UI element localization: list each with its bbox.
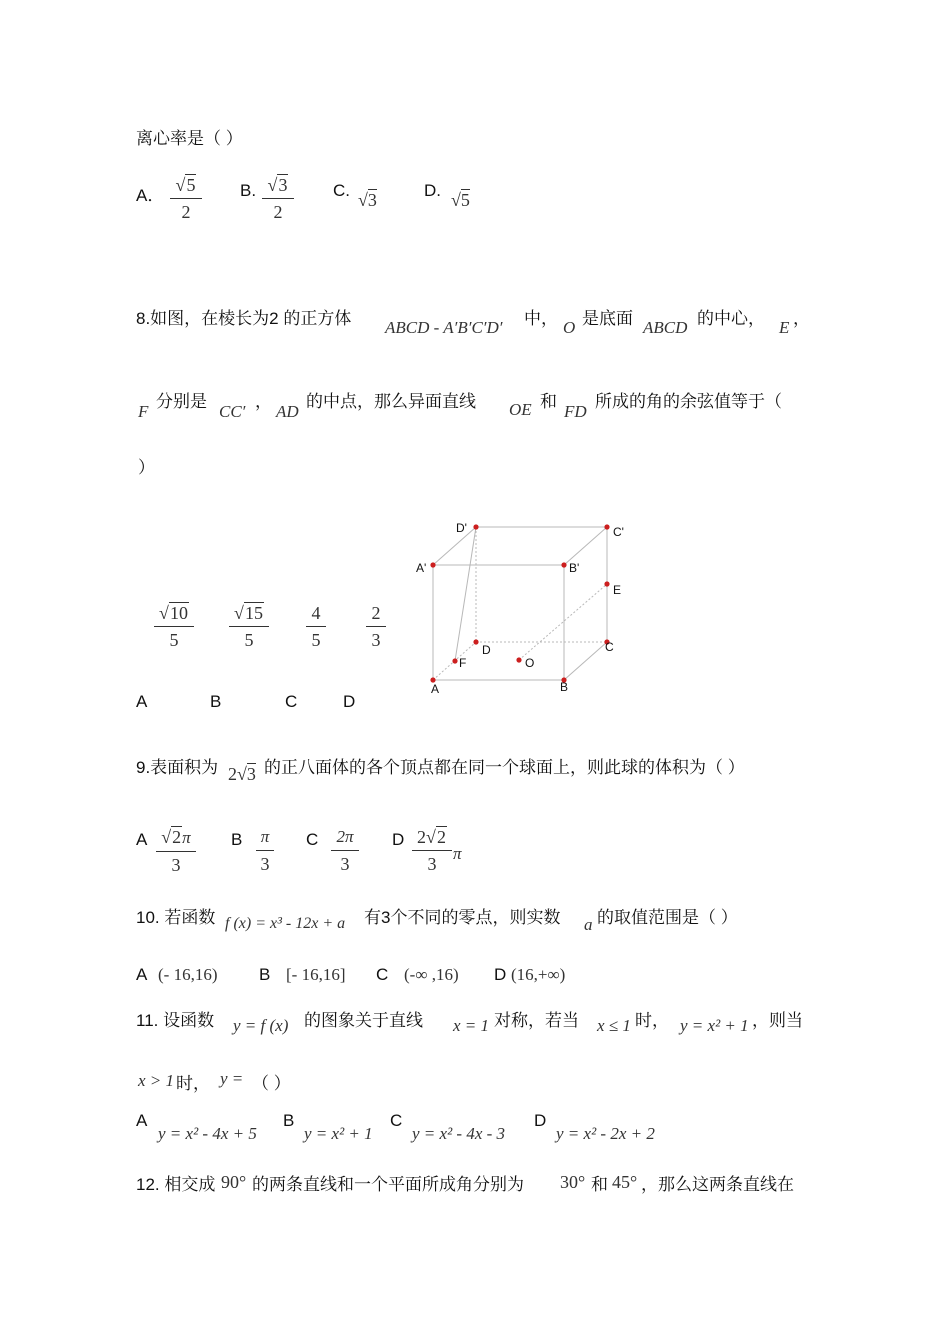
edge-a1d1 <box>433 527 476 565</box>
label-e: E <box>613 583 622 597</box>
q10-param-a: a <box>584 915 593 934</box>
q11-option-c-value: y = x² - 4x - 3 <box>412 1124 506 1143</box>
q11-option-c-label: C <box>390 1111 403 1130</box>
q10-option-c-value: (-∞ ,16) <box>404 965 459 984</box>
q8-line2-d: 和 <box>540 392 557 411</box>
q9-option-a-label: A <box>136 830 148 849</box>
q11-cond-xgt: x > 1 <box>138 1071 175 1090</box>
q7-option-c-value: √3 <box>358 190 377 210</box>
q8-line-oe: OE <box>509 400 532 419</box>
q7-option-a-fraction: √5 2 <box>170 174 202 223</box>
q9-option-d-fraction: 2√2 3 <box>412 826 452 875</box>
q8-line1-a: 8.如图，在棱长为2 的正方体 <box>136 309 352 328</box>
point-c1 <box>604 524 609 529</box>
label-f: F <box>459 656 467 670</box>
q12-line1-b: 的两条直线和一个平面所成角分别为 <box>252 1175 524 1194</box>
q10-option-a-value: (- 16,16) <box>158 965 218 984</box>
q8-line1-c: 是底面 <box>582 309 633 328</box>
q12-angle-45: 45° <box>612 1172 638 1192</box>
q11-option-a-value: y = x² - 4x + 5 <box>158 1124 257 1143</box>
q11-option-a-label: A <box>136 1111 148 1130</box>
q12-line1-d: ，那么这两条直线在 <box>641 1175 794 1194</box>
q8-option-b-fraction: √15 5 <box>229 602 269 651</box>
edge-c1b1 <box>564 527 607 565</box>
q8-point-f: F <box>138 402 149 421</box>
point-f <box>452 658 457 663</box>
q9-option-d-pi: π <box>453 844 462 863</box>
q11-func-yf: y = f (x) <box>233 1016 289 1035</box>
label-o: O <box>525 656 535 670</box>
q11-option-b-label: B <box>283 1111 295 1130</box>
q8-edge-cc: CC′ <box>219 402 246 421</box>
point-o <box>516 657 521 662</box>
q8-base-abcd: ABCD <box>643 318 688 337</box>
q8-line-fd: FD <box>564 402 587 421</box>
point-b1 <box>561 562 566 567</box>
q9-option-b-fraction: π 3 <box>256 826 274 875</box>
q11-option-b-value: y = x² + 1 <box>304 1124 373 1143</box>
q11-line-x1: x = 1 <box>453 1016 490 1035</box>
edge-cb <box>564 642 607 680</box>
q9-option-b-label: B <box>231 830 243 849</box>
q8-edge-ad: AD <box>276 402 299 421</box>
q7-text-tail: 离心率是（ ） <box>136 129 243 148</box>
q8-line3: ） <box>138 458 155 477</box>
q11-line1-a: 11. 设函数 <box>136 1011 215 1030</box>
q10-function: f (x) = x³ - 12x + a <box>225 915 346 932</box>
q7-option-c-label: C. <box>333 181 350 200</box>
q12-angle-30: 30° <box>560 1172 586 1192</box>
q8-option-a-fraction: √10 5 <box>154 602 194 651</box>
segment-d1f <box>455 527 476 661</box>
point-d1 <box>473 524 478 529</box>
q10-option-d-value: (16,+∞) <box>511 965 566 984</box>
q11-y: y = <box>220 1069 244 1088</box>
q7-option-b-fraction: √3 2 <box>262 174 294 223</box>
q10-option-b-label: B <box>259 965 271 984</box>
q11-cond-xle: x ≤ 1 <box>597 1016 631 1035</box>
q11-line1-d: 时， <box>635 1011 669 1030</box>
q8-line1-b: 中， <box>524 309 558 328</box>
q11-line1-e: ，则当 <box>752 1011 803 1030</box>
segment-oe <box>519 584 607 660</box>
q10-option-b-value: [- 16,16] <box>286 965 346 984</box>
label-c: C <box>605 640 614 654</box>
q9-line1-b: 的正八面体的各个顶点都在同一个球面上，则此球的体积为（ ） <box>264 758 745 777</box>
label-a: A <box>431 682 440 696</box>
q12-line1-a: 12. 相交成 <box>136 1175 216 1194</box>
point-a1 <box>430 562 435 567</box>
q11-line1-c: 对称，若当 <box>494 1011 579 1030</box>
q11-func-yx: y = x² + 1 <box>680 1016 749 1035</box>
label-b: B <box>560 680 569 694</box>
point-d <box>473 639 478 644</box>
q8-point-e: E <box>779 318 790 337</box>
q8-line1-e: ， <box>793 309 810 328</box>
q8-option-d-label: D <box>343 692 356 711</box>
q12-line1-c: 和 <box>591 1175 608 1194</box>
q11-line1-b: 的图象关于直线 <box>304 1011 423 1030</box>
label-c1: C' <box>613 525 624 539</box>
q9-area-value: 2√3 <box>228 764 256 784</box>
q8-option-b-label: B <box>210 692 222 711</box>
q9-option-a-fraction: √2π 3 <box>156 826 196 876</box>
q10-option-c-label: C <box>376 965 389 984</box>
q8-point-o: O <box>563 318 576 337</box>
q8-option-c-label: C <box>285 692 298 711</box>
q8-option-a-label: A <box>136 692 148 711</box>
q10-line1-c: 的取值范围是（ ） <box>597 908 738 927</box>
label-d1: D' <box>456 521 467 535</box>
q10-line1-b: 有3个不同的零点，则实数 <box>364 908 561 927</box>
q11-option-d-value: y = x² - 2x + 2 <box>556 1124 655 1143</box>
q11-line2-a: 时， <box>176 1074 210 1093</box>
q9-option-c-fraction: 2π 3 <box>331 826 359 875</box>
point-e <box>604 581 609 586</box>
q7-option-b-label: B. <box>240 181 257 200</box>
q8-line1-d: 的中心， <box>697 309 765 328</box>
q11-line2-b: （ ） <box>252 1074 291 1093</box>
q8-line2-e: 所成的角的余弦值等于（ <box>595 392 782 411</box>
q9-option-d-label: D <box>392 830 405 849</box>
q8-line2-c: 的中点，那么异面直线 <box>306 392 476 411</box>
q9-line1-a: 9.表面积为 <box>136 758 219 777</box>
q7-option-d-label: D. <box>424 181 441 200</box>
q7-option-a-label: A． <box>136 186 165 205</box>
q7-option-d-value: √5 <box>451 190 470 210</box>
q8-line2-b: ， <box>255 392 272 411</box>
label-a1: A' <box>416 561 427 575</box>
q8-option-d-fraction: 2 3 <box>366 602 386 651</box>
q11-option-d-label: D <box>534 1111 547 1130</box>
q9-option-c-label: C <box>306 830 319 849</box>
label-b1: B' <box>569 561 580 575</box>
q10-option-d-label: D <box>494 965 507 984</box>
q8-cube-name: ABCD - A′B′C′D′ <box>385 318 503 337</box>
q8-option-c-fraction: 4 5 <box>306 602 326 651</box>
q10-option-a-label: A <box>136 965 148 984</box>
label-d: D <box>482 643 491 657</box>
q12-angle-90: 90° <box>221 1172 247 1192</box>
q10-line1-a: 10. 若函数 <box>136 908 216 927</box>
q8-line2-a: 分别是 <box>156 392 207 411</box>
